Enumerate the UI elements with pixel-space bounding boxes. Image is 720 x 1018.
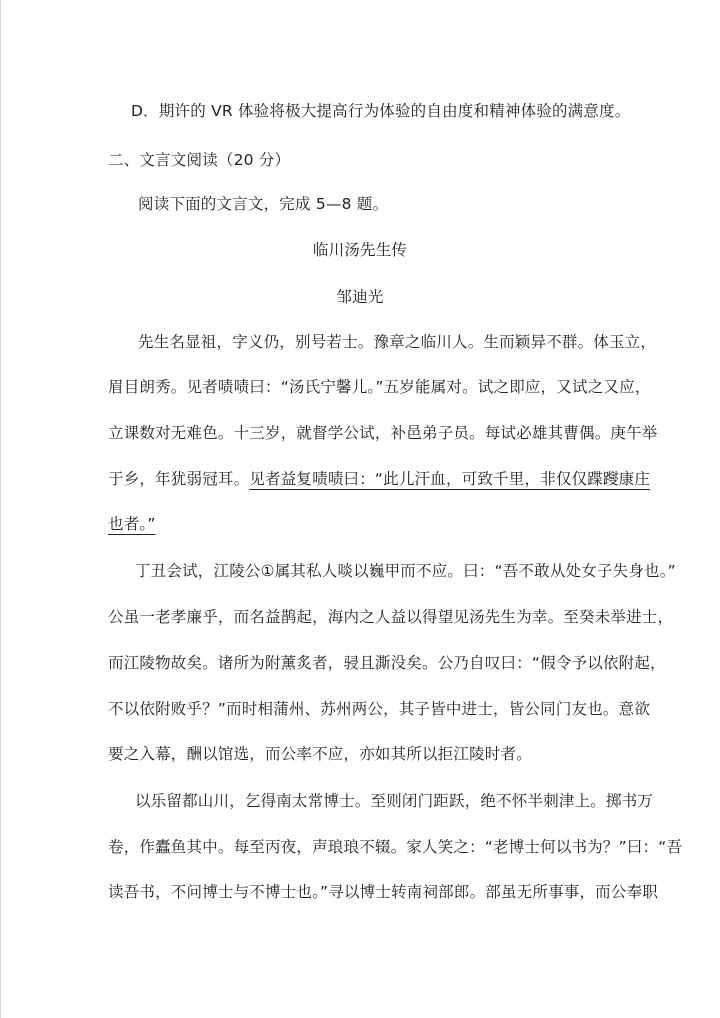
para2-line1: 丁丑会试，江陵公①属其私人啖以巍甲而不应。曰：“吾不敢从处女子失身也。” bbox=[135, 562, 676, 580]
para1-line1: 先生名显祖，字义仍，别号若士。豫章之临川人。生而颖异不群。体玉立， bbox=[138, 333, 657, 351]
option-d-text: D．期许的 VR 体验将极大提高行为体验的自由度和精神体验的满意度。 bbox=[131, 102, 631, 120]
para1-line4-plain: 于乡，年犹弱冠耳。 bbox=[108, 470, 250, 488]
para1-line4 bbox=[108, 469, 650, 489]
para1-underlined-sentence: 见者益复啧啧曰：“此儿汗血，可致千里，非仅仅蹀躞康庄 bbox=[249, 470, 651, 488]
para2-line5: 要之入幕，酬以馆选，而公率不应，亦如其所以拒江陵时者。 bbox=[108, 745, 532, 763]
para1-line2: 眉目朗秀。见者啧啧曰：“汤氏宁馨儿。”五岁能属对。试之即应，又试之又应， bbox=[108, 378, 651, 396]
para1-line5 bbox=[108, 514, 156, 534]
article-author: 邹迪光 bbox=[336, 288, 384, 306]
para2-line2: 公虽一老孝廉乎，而名益鹊起，海内之人益以得望见汤先生为幸。至癸未举进士， bbox=[108, 608, 674, 626]
para3-line1: 以乐留都山川，乞得南太常博士。至则闭门距跃，绝不怀半刺津上。掷书万 bbox=[135, 792, 654, 810]
section-heading: 二、文言文阅读（20 分） bbox=[108, 151, 291, 169]
para1-underlined-sentence-end: 也者。” bbox=[108, 515, 156, 533]
para1-line3: 立课数对无难色。十三岁，就督学公试，补邑弟子员。每试必雄其曹偶。庚午举 bbox=[108, 424, 658, 442]
para2-line4: 不以依附败乎？”而时相蒲州、苏州两公，其子皆中进士，皆公同门友也。意欲 bbox=[108, 700, 651, 718]
para2-line3: 而江陵物故矣。诸所为附薰炙者，骎且澌没矣。公乃自叹曰：“假令予以依附起， bbox=[108, 654, 666, 672]
para3-line2: 卷，作蠹鱼其中。每至丙夜，声琅琅不辍。家人笑之：“老博士何以书为？”曰：“吾 bbox=[108, 838, 683, 856]
article-title: 临川汤先生传 bbox=[312, 241, 408, 259]
para3-line3: 读吾书，不问博士与不博士也。”寻以博士转南祠部郎。部虽无所事事，而公奉职 bbox=[108, 883, 658, 901]
section-instruction: 阅读下面的文言文，完成 5—8 题。 bbox=[138, 195, 389, 213]
